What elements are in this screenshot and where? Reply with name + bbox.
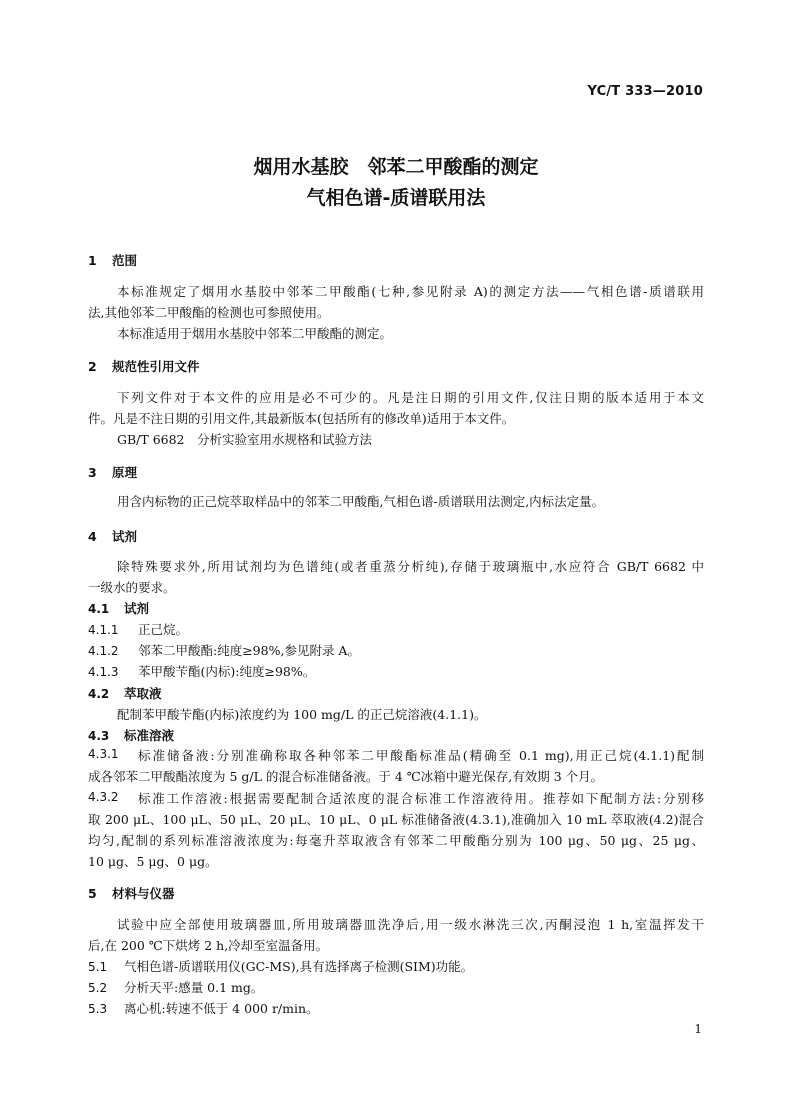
clause-number: 4.1.1 <box>88 623 119 637</box>
clause-number: 4.1.2 <box>88 644 119 658</box>
paragraph-line: 用含内标物的正己烷萃取样品中的邻苯二甲酸酯,气相色谱-质谱联用法测定,内标法定量。 <box>117 494 605 509</box>
paragraph-line: 法,其他邻苯二甲酸酯的检测也可参照使用。 <box>88 305 330 320</box>
document-title-line2: 气相色谱-质谱联用法 <box>306 187 486 209</box>
clause-text: 分析天平:感量 0.1 mg。 <box>124 980 264 995</box>
clause-5-3 <box>88 999 319 1017</box>
section-title: 材料与仪器 <box>112 886 175 901</box>
section-title: 试剂 <box>112 529 138 544</box>
document-title-line1: 烟用水基胶 邻苯二甲酸酯的测定 <box>253 156 539 178</box>
paragraph-line: 下列文件对于本文件的应用是必不可少的。凡是注日期的引用文件,仅注日期的版本适用于本文 <box>117 390 704 405</box>
section-number: 4 <box>88 529 97 544</box>
section-number: 5 <box>88 886 97 901</box>
clause-text: 邻苯二甲酸酯:纯度≥98%,参见附录 A。 <box>138 643 360 658</box>
clause-number: 4.3.1 <box>88 747 119 761</box>
normative-reference: GB/T 6682 分析实验室用水规格和试验方法 <box>117 432 373 447</box>
section-title: 原理 <box>112 465 138 480</box>
clause-4-3-1-number <box>88 746 138 761</box>
paragraph-line: 本标准规定了烟用水基胶中邻苯二甲酸酯(七种,参见附录 A)的测定方法——气相色谱-质谱联用 <box>117 284 704 299</box>
clause-4-3-2-number <box>88 789 138 804</box>
clause-text: 气相色谱-质谱联用仪(GC-MS),具有选择离子检测(SIM)功能。 <box>124 959 474 974</box>
section-title: 规范性引用文件 <box>112 359 200 374</box>
clause-text: 离心机:转速不低于 4 000 r/min。 <box>124 1001 319 1016</box>
clause-number: 5.3 <box>88 1002 108 1016</box>
section-4-heading <box>88 527 137 545</box>
clause-4-1-2 <box>88 641 360 659</box>
paragraph-line: 标准储备液:分别准确称取各种邻苯二甲酸酯标准品(精确至 0.1 mg),用正己烷(4.1.1)配制 <box>138 748 704 763</box>
clause-text: 苯甲酸苄酯(内标):纯度≥98%。 <box>138 664 316 679</box>
section-number: 3 <box>88 465 97 480</box>
subsection-title: 试剂 <box>124 601 150 616</box>
clause-4-1-1 <box>88 620 188 638</box>
section-2-heading <box>88 357 200 375</box>
paragraph-line: 成各邻苯二甲酸酯浓度为 5 g/L 的混合标准储备液。于 4 ℃冰箱中避光保存,有效期 3 个月。 <box>88 769 604 784</box>
subsection-4-1 <box>88 599 149 617</box>
paragraph-line: 件。凡是不注日期的引用文件,其最新版本(包括所有的修改单)适用于本文件。 <box>88 411 515 426</box>
page-number: 1 <box>694 1022 702 1036</box>
clause-number: 5.2 <box>88 981 108 995</box>
clause-number: 5.1 <box>88 960 108 974</box>
paragraph-line: 均匀,配制的系列标准溶液浓度为:每毫升萃取液含有邻苯二甲酸酯分别为 100 μg、50 μg、25 μg、 <box>88 833 704 848</box>
paragraph-line: 标准工作溶液:根据需要配制合适浓度的混合标准工作溶液待用。推荐如下配制方法:分别移 <box>138 791 704 806</box>
section-title: 范围 <box>112 253 138 268</box>
subsection-number: 4.3 <box>88 729 110 743</box>
paragraph-line: 配制苯甲酸苄酯(内标)浓度约为 100 mg/L 的正己烷溶液(4.1.1)。 <box>117 707 487 722</box>
paragraph-line: 试验中应全部使用玻璃器皿,所用玻璃器皿洗净后,用一级水淋洗三次,丙酮浸泡 1 h,室温挥发干 <box>117 917 704 932</box>
section-number: 2 <box>88 359 97 374</box>
paragraph-line: 10 μg、5 μg、0 μg。 <box>88 854 218 869</box>
section-1-heading <box>88 251 137 269</box>
clause-5-1 <box>88 957 473 975</box>
clause-number: 4.1.3 <box>88 665 119 679</box>
subsection-title: 萃取液 <box>124 686 162 701</box>
paragraph-line: 一级水的要求。 <box>88 580 176 595</box>
clause-5-2 <box>88 978 263 996</box>
section-3-heading <box>88 463 137 481</box>
paragraph-line: 除特殊要求外,所用试剂均为色谱纯(或者重蒸分析纯),存储于玻璃瓶中,水应符合 GB/T 6682 中 <box>117 559 704 574</box>
subsection-number: 4.1 <box>88 602 110 616</box>
standard-number: YC/T 333—2010 <box>587 84 703 99</box>
subsection-4-3 <box>88 726 174 744</box>
paragraph-line: 后,在 200 ℃下烘烤 2 h,冷却至室温备用。 <box>88 938 329 953</box>
section-5-heading <box>88 884 175 902</box>
clause-text: 正己烷。 <box>138 622 189 637</box>
paragraph-line: 取 200 μL、100 μL、50 μL、20 μL、10 μL、0 μL 标准储备液(4.3.1),准确加入 10 mL 萃取液(4.2)混合 <box>88 812 704 827</box>
section-number: 1 <box>88 253 97 268</box>
clause-number: 4.3.2 <box>88 790 119 804</box>
subsection-4-2 <box>88 684 162 702</box>
clause-4-1-3 <box>88 662 315 680</box>
paragraph-line: 本标准适用于烟用水基胶中邻苯二甲酸酯的测定。 <box>117 326 393 341</box>
subsection-title: 标准溶液 <box>124 728 175 743</box>
subsection-number: 4.2 <box>88 687 110 701</box>
